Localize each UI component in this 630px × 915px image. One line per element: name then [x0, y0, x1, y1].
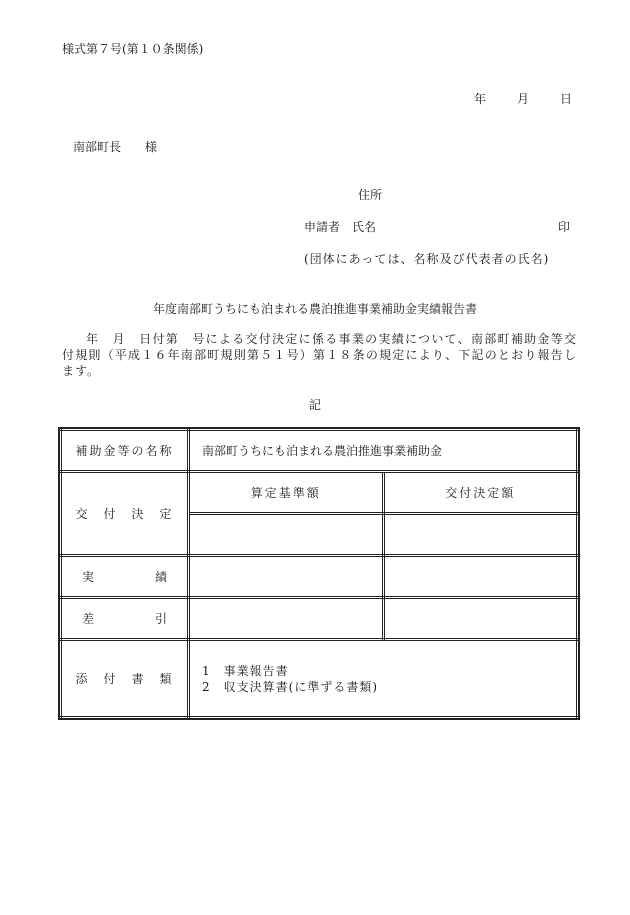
applicant-name-label: 申請者 氏名 — [304, 220, 377, 234]
actual-label-1: 実 — [82, 570, 95, 584]
diff-label-2: 引 — [154, 612, 167, 626]
actual-standard-cell — [189, 556, 384, 598]
attachment-item: 2 収支決算書(に準ずる書類) — [202, 679, 378, 694]
report-table — [58, 427, 580, 720]
table-row-actual — [61, 556, 578, 598]
decision-label: 交 付 決 定 — [61, 472, 189, 556]
organization-note: (団体にあっては、名称及び代表者の氏名) — [304, 252, 550, 266]
document-title: 年度南部町うちにも泊まれる農泊推進事業補助金実績報告書 — [152, 302, 477, 316]
diff-label-1: 差 — [82, 612, 95, 626]
subsidy-name-value: 南部町うちにも泊まれる農泊推進事業補助金 — [189, 430, 578, 472]
actual-label-2: 績 — [154, 570, 167, 584]
decision-amount-cell — [383, 514, 578, 556]
ki-mark: 記 — [308, 398, 321, 412]
diff-decision-cell — [383, 598, 578, 640]
date-month: 月 — [517, 92, 530, 106]
diff-standard-cell — [189, 598, 384, 640]
recipient: 南部町長 様 — [73, 140, 158, 154]
date-year: 年 — [474, 92, 487, 106]
date-line — [474, 92, 572, 106]
table-row-name — [61, 430, 578, 472]
attachments-label: 添 付 書 類 — [61, 640, 189, 718]
form-number: 様式第７号(第１０条関係) — [62, 42, 204, 56]
date-day: 日 — [560, 92, 573, 106]
standard-amount-header: 算定基準額 — [189, 472, 384, 514]
subsidy-name-label: 補助金等の名称 — [61, 430, 189, 472]
seal-mark: 印 — [558, 220, 571, 234]
diff-label — [61, 598, 189, 640]
table-row-decision-header — [61, 472, 578, 514]
actual-label — [61, 556, 189, 598]
body-paragraph: 年 月 日付第 号による交付決定に係る事業の実績について、南部町補助金等交付規則（平成１６年南部町規則第５１号）第１８条の規定により、下記のとおり報告します。 — [62, 332, 577, 378]
address-label: 住所 — [358, 188, 383, 202]
table-row-attachments — [61, 640, 578, 718]
table-row-diff — [61, 598, 578, 640]
attachment-item: 1 事業報告書 — [202, 663, 289, 678]
decision-amount-header: 交付決定額 — [383, 472, 578, 514]
attachments-list — [189, 640, 578, 718]
actual-decision-cell — [383, 556, 578, 598]
standard-amount-cell — [189, 514, 384, 556]
